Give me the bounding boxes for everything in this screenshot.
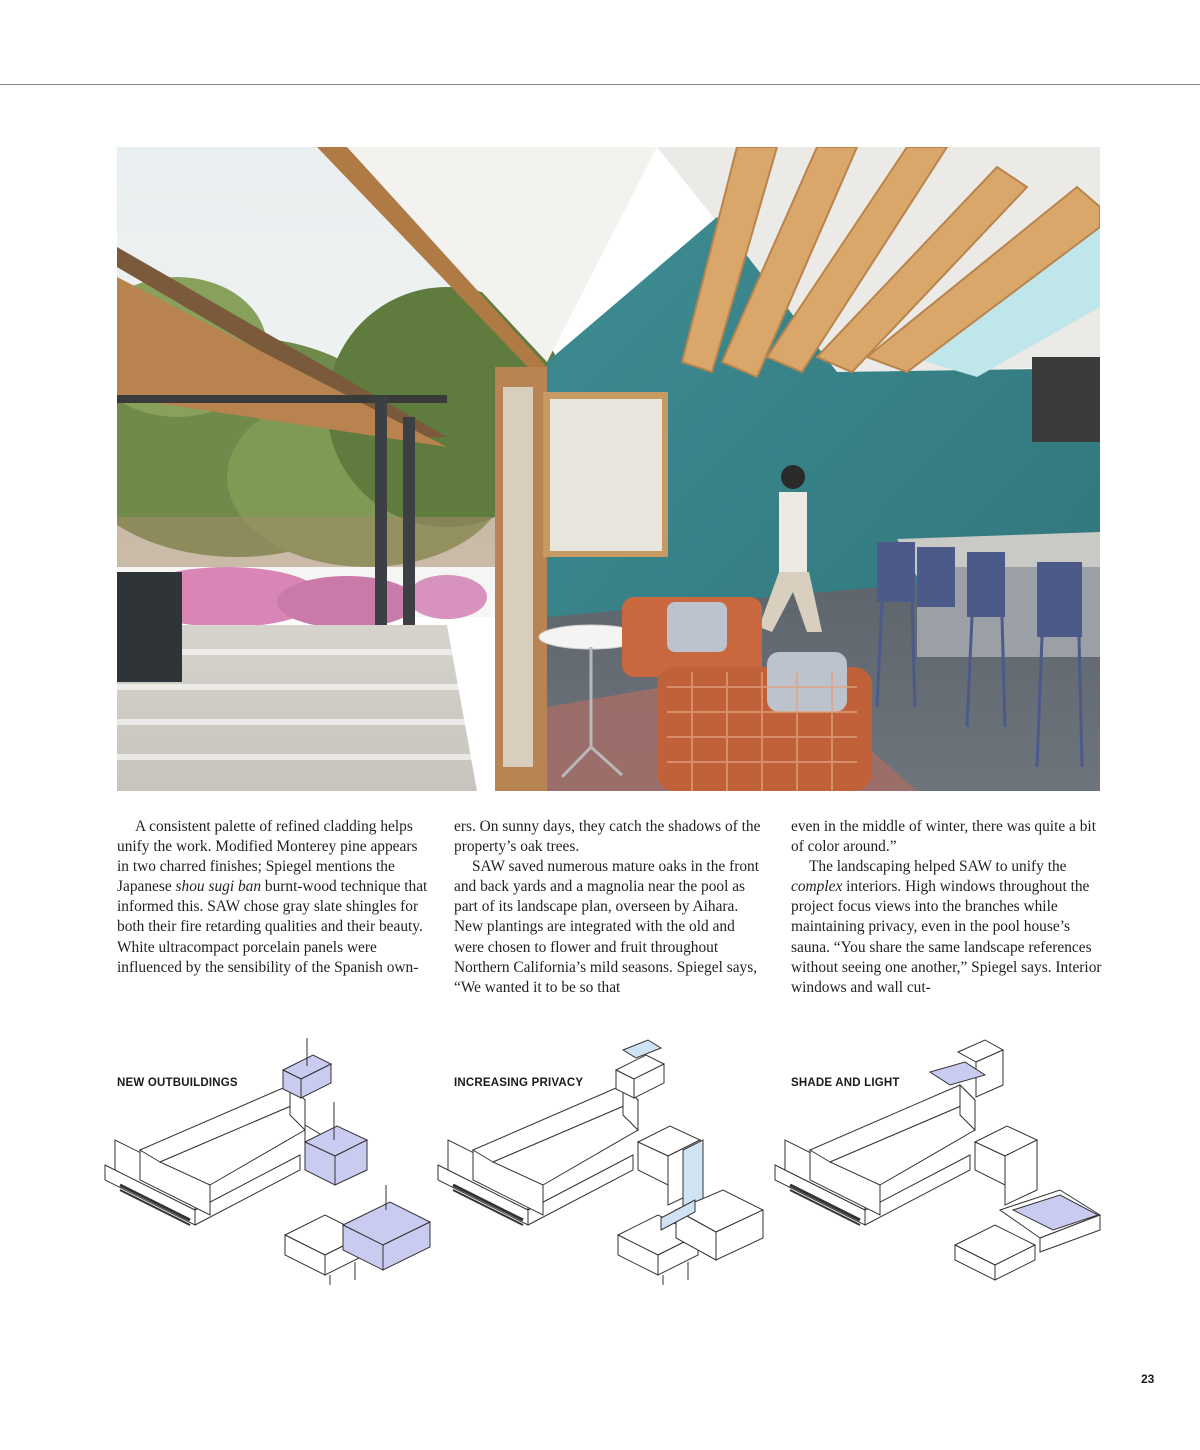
paragraph-continued: even in the middle of winter, there was quite a bit of color around.”: [791, 818, 1096, 856]
header-rule: [0, 84, 1200, 85]
diagram-shade-and-light: [770, 1030, 1110, 1285]
pool-house-interior-image: [117, 147, 1100, 791]
paragraph: SAW saved numerous mature oaks in the front and back yards and a magnolia near the pool as part of its landscape plan, overseen by Aihara. New plantings are integrated with the old and were chosen to flower and fruit throughout Northern California’s mild seasons. Spiegel says, “We wanted it to be so that: [454, 858, 759, 996]
hero-photo: [117, 147, 1100, 791]
paragraph: The landscaping helped SAW to unify the complex interiors. High windows throughout the project focus views into the branches while maintaining privacy, even in the pool house’s sauna. “You share the same landscape references without seeing one another,” Spiegel says. Interior windows and wall cut-: [791, 858, 1102, 996]
diagram-new-outbuildings: [100, 1030, 440, 1285]
page-number: 23: [1141, 1372, 1155, 1386]
text-column-1: [117, 817, 429, 978]
paragraph-continued: ers. On sunny days, they catch the shadows of the property’s oak trees.: [454, 818, 761, 856]
figure-caption: SHADE AND LIGHT: [791, 1077, 900, 1089]
diagram-increasing-privacy: [433, 1030, 773, 1285]
paragraph: A consistent palette of refined cladding helps unify the work. Modified Monterey pine appears in two charred finishes; Spiegel mentions the Japanese shou sugi ban burnt-wood technique that informed this. SAW chose gray slate shingles for both their fire retarding qualities and their beauty. White ultracompact porcelain panels were influenced by the sensibility of the Spanish own-: [117, 818, 428, 976]
text-column-3: [791, 817, 1103, 998]
text-column-2: [454, 817, 766, 998]
figure-caption: NEW OUTBUILDINGS: [117, 1077, 238, 1089]
figure-caption: INCREASING PRIVACY: [454, 1077, 584, 1089]
